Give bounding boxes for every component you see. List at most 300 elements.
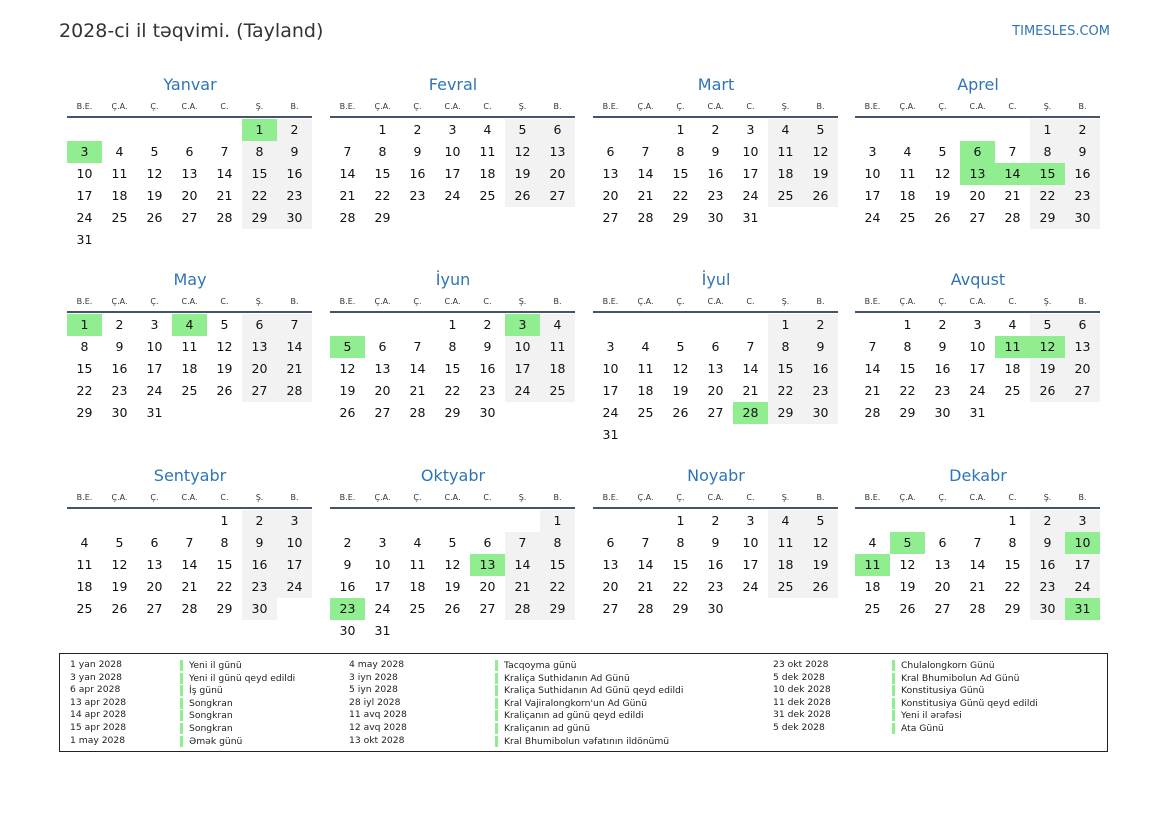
empty-day-cell <box>242 402 277 424</box>
week-row <box>855 358 1101 380</box>
header-divider <box>855 311 1100 313</box>
day-cell: 28 <box>1004 210 1021 225</box>
weekday-label: Ç. <box>938 493 947 502</box>
empty-day-cell <box>768 207 803 229</box>
empty-day-cell <box>277 402 312 424</box>
legend-item <box>349 684 755 697</box>
day-cell: 27 <box>969 210 986 225</box>
day-cell: 29 <box>672 601 689 616</box>
month-6 <box>330 270 576 424</box>
empty-day-cell <box>102 229 137 251</box>
month-12 <box>855 466 1101 620</box>
empty-day-cell <box>435 510 470 532</box>
day-cell: 24 <box>374 601 391 616</box>
weekday-label: Ç.A. <box>374 297 391 306</box>
day-cell: 14 <box>637 166 654 181</box>
day-cell: 25 <box>899 210 916 225</box>
empty-day-cell <box>540 620 575 642</box>
day-cell: 4 <box>1008 317 1017 332</box>
legend-holiday-name: Kraliçanın ad günü qeyd edildi <box>495 710 644 721</box>
weekend-day-cell: 16 <box>277 163 312 185</box>
day-cell: 20 <box>934 579 951 594</box>
day-cell: 4 <box>115 144 124 159</box>
month-name: Oktyabr <box>420 466 486 485</box>
weekend-day-cell: 4 <box>768 510 803 532</box>
week-row <box>855 510 1101 532</box>
weekend-day-cell: 6 <box>540 119 575 141</box>
weekend-day-cell: 24 <box>277 576 312 598</box>
empty-day-cell <box>995 402 1030 424</box>
legend-holiday-name: Ata Günü <box>892 723 944 734</box>
weekend-day-cell: 9 <box>1065 141 1100 163</box>
weekend-day-cell: 17 <box>1065 554 1100 576</box>
weekend-day-cell: 29 <box>1030 207 1065 229</box>
weekday-label: C.A. <box>181 297 198 306</box>
day-cell: 13 <box>707 361 724 376</box>
legend-date: 5 dek 2028 <box>773 671 825 683</box>
legend-holiday-name: Kral Bhumibolun vəfatının ildönümü <box>495 736 669 747</box>
weekday-label: Ş. <box>255 493 264 502</box>
day-cell: 4 <box>903 144 912 159</box>
empty-day-cell <box>435 620 470 642</box>
day-cell: 11 <box>479 144 496 159</box>
day-cell: 5 <box>938 144 947 159</box>
weekend-day-cell: 11 <box>540 336 575 358</box>
empty-day-cell <box>593 510 628 532</box>
day-cell: 26 <box>899 601 916 616</box>
day-cell: 1 <box>220 513 229 528</box>
week-row <box>593 554 839 576</box>
weekday-label: C.A. <box>181 102 198 111</box>
weekend-day-cell: 3 <box>277 510 312 532</box>
week-row <box>330 119 576 141</box>
week-row <box>67 576 313 598</box>
empty-day-cell <box>855 119 890 141</box>
empty-day-cell <box>1065 402 1100 424</box>
day-cell: 18 <box>864 579 881 594</box>
weekend-day-cell: 10 <box>505 336 540 358</box>
day-cell: 12 <box>146 166 163 181</box>
empty-day-cell <box>960 119 995 141</box>
day-cell: 22 <box>216 579 233 594</box>
legend-item <box>773 697 1152 710</box>
day-cell: 27 <box>181 210 198 225</box>
day-cell: 8 <box>448 339 457 354</box>
header-divider <box>593 311 838 313</box>
legend-date: 4 may 2028 <box>349 659 405 670</box>
header-divider <box>593 116 838 118</box>
day-cell: 15 <box>672 166 689 181</box>
month-name: Dekabr <box>949 466 1007 485</box>
weekday-label: B.E. <box>864 102 881 111</box>
empty-day-cell <box>172 229 207 251</box>
legend-holiday-name: Songkran <box>180 710 233 721</box>
legend-item <box>349 722 755 735</box>
legend-item <box>773 722 1152 735</box>
empty-day-cell <box>137 119 172 141</box>
day-cell: 15 <box>1004 557 1021 572</box>
weekday-header <box>330 100 576 114</box>
day-cell: 21 <box>1004 188 1021 203</box>
weekend-day-cell: 30 <box>277 207 312 229</box>
weekend-day-cell: 6 <box>1065 314 1100 336</box>
day-cell: 3 <box>868 144 877 159</box>
day-cell: 14 <box>969 557 986 572</box>
week-row <box>67 510 313 532</box>
day-cell: 21 <box>864 383 881 398</box>
month-name: Sentyabr <box>153 466 227 485</box>
day-cell: 10 <box>742 144 759 159</box>
weekend-day-cell: 11 <box>768 141 803 163</box>
week-row <box>593 380 839 402</box>
empty-day-cell <box>698 314 733 336</box>
day-cell: 19 <box>444 579 461 594</box>
day-cell: 28 <box>409 405 426 420</box>
day-cell: 27 <box>479 601 496 616</box>
weekend-day-cell: 9 <box>1030 532 1065 554</box>
legend-holiday-name: Kraliça Suthidanın Ad Günü <box>495 673 630 684</box>
day-cell: 22 <box>374 188 391 203</box>
weekend-day-cell: 22 <box>540 576 575 598</box>
day-cell: 11 <box>76 557 93 572</box>
day-cell: 9 <box>483 339 492 354</box>
day-cell: 27 <box>146 601 163 616</box>
empty-day-cell <box>400 620 435 642</box>
day-cell: 25 <box>409 601 426 616</box>
day-cell: 28 <box>216 210 233 225</box>
day-cell: 10 <box>374 557 391 572</box>
empty-day-cell <box>400 510 435 532</box>
weekend-day-cell: 18 <box>768 554 803 576</box>
legend-holiday-name: Əmək günü <box>180 736 242 747</box>
day-cell: 12 <box>672 361 689 376</box>
weekday-label: Ç.A. <box>899 493 916 502</box>
weekday-label: Ş. <box>781 493 790 502</box>
weekend-day-cell: 3 <box>1065 510 1100 532</box>
empty-day-cell <box>1030 402 1065 424</box>
day-cell: 14 <box>864 361 881 376</box>
holiday-day-cell: 4 <box>172 314 207 336</box>
weekday-label: C.A. <box>181 493 198 502</box>
weekday-label: Ş. <box>518 297 527 306</box>
day-cell: 22 <box>899 383 916 398</box>
weekday-label: B. <box>553 493 562 502</box>
header-divider <box>67 507 312 509</box>
weekend-day-cell: 7 <box>277 314 312 336</box>
month-name: Aprel <box>957 75 999 94</box>
day-cell: 14 <box>637 557 654 572</box>
weekend-day-cell: 12 <box>803 532 838 554</box>
weekday-label: B.E. <box>864 297 881 306</box>
empty-day-cell <box>470 620 505 642</box>
weekday-label: B. <box>1078 102 1087 111</box>
weekday-label: B. <box>1078 493 1087 502</box>
day-cell: 8 <box>378 144 387 159</box>
week-row <box>855 532 1101 554</box>
weekend-day-cell: 2 <box>242 510 277 532</box>
header-divider <box>67 116 312 118</box>
empty-day-cell <box>803 424 838 446</box>
empty-day-cell <box>505 510 540 532</box>
weekend-day-cell: 19 <box>1030 358 1065 380</box>
day-cell: 9 <box>938 339 947 354</box>
day-cell: 19 <box>339 383 356 398</box>
weekend-day-cell: 11 <box>768 532 803 554</box>
weekend-day-cell: 30 <box>242 598 277 620</box>
legend-date: 5 dek 2028 <box>773 721 825 733</box>
day-cell: 8 <box>903 339 912 354</box>
weekend-day-cell: 15 <box>540 554 575 576</box>
weekend-day-cell: 19 <box>803 554 838 576</box>
week-row <box>855 402 1101 424</box>
day-cell: 29 <box>672 210 689 225</box>
weekday-label: Ç.A. <box>111 297 128 306</box>
empty-day-cell <box>733 598 768 620</box>
weekday-label: Ç. <box>413 102 422 111</box>
day-cell: 17 <box>969 361 986 376</box>
week-row <box>855 380 1101 402</box>
day-cell: 31 <box>374 623 391 638</box>
day-cell: 31 <box>146 405 163 420</box>
weekend-day-cell: 30 <box>803 402 838 424</box>
day-cell: 28 <box>339 210 356 225</box>
weekday-label: Ç. <box>150 102 159 111</box>
week-row <box>67 185 313 207</box>
day-cell: 22 <box>672 188 689 203</box>
weekday-label: B. <box>290 493 299 502</box>
weekend-day-cell: 4 <box>768 119 803 141</box>
week-row <box>855 185 1101 207</box>
holiday-day-cell: 28 <box>733 402 768 424</box>
legend-holiday-name: Yeni il günü qeyd edildi <box>180 673 295 684</box>
weekday-label: Ç. <box>676 493 685 502</box>
weekend-day-cell: 17 <box>277 554 312 576</box>
weekend-day-cell: 16 <box>803 358 838 380</box>
day-cell: 30 <box>111 405 128 420</box>
weekend-day-cell: 29 <box>242 207 277 229</box>
weekend-day-cell: 17 <box>505 358 540 380</box>
day-cell: 26 <box>444 601 461 616</box>
week-row <box>593 314 839 336</box>
week-row <box>855 119 1101 141</box>
month-name: May <box>173 270 207 289</box>
day-cell: 2 <box>343 535 352 550</box>
day-cell: 30 <box>707 210 724 225</box>
day-cell: 7 <box>868 339 877 354</box>
empty-day-cell <box>925 510 960 532</box>
empty-day-cell <box>365 510 400 532</box>
empty-day-cell <box>365 314 400 336</box>
month-name: Avqust <box>950 270 1006 289</box>
legend-date: 3 iyn 2028 <box>349 671 398 683</box>
month-name: Mart <box>697 75 735 94</box>
weekday-header <box>67 491 313 505</box>
day-cell: 16 <box>339 579 356 594</box>
empty-day-cell <box>137 229 172 251</box>
day-cell: 10 <box>76 166 93 181</box>
month-name: Noyabr <box>687 466 745 485</box>
day-cell: 24 <box>146 383 163 398</box>
empty-day-cell <box>890 510 925 532</box>
legend-date: 5 iyn 2028 <box>349 684 398 696</box>
legend-item <box>349 659 755 672</box>
empty-day-cell <box>733 424 768 446</box>
header-divider <box>330 311 575 313</box>
weekend-day-cell: 29 <box>768 402 803 424</box>
day-cell: 18 <box>899 188 916 203</box>
week-row <box>593 424 839 446</box>
week-row <box>593 336 839 358</box>
legend-item <box>349 672 755 685</box>
empty-day-cell <box>803 207 838 229</box>
empty-day-cell <box>995 119 1030 141</box>
empty-day-cell <box>172 402 207 424</box>
empty-day-cell <box>330 510 365 532</box>
weekday-label: Ş. <box>255 297 264 306</box>
month-1 <box>67 75 313 251</box>
month-7 <box>593 270 839 446</box>
empty-day-cell <box>768 424 803 446</box>
day-cell: 29 <box>76 405 93 420</box>
day-cell: 3 <box>746 122 755 137</box>
legend-item <box>773 672 1152 685</box>
weekday-header <box>330 491 576 505</box>
weekend-day-cell: 7 <box>505 532 540 554</box>
week-row <box>593 576 839 598</box>
weekend-day-cell: 28 <box>277 380 312 402</box>
weekday-label: B. <box>816 102 825 111</box>
day-cell: 21 <box>409 383 426 398</box>
empty-day-cell <box>67 119 102 141</box>
day-cell: 25 <box>76 601 93 616</box>
day-cell: 12 <box>216 339 233 354</box>
weekday-label: Ş. <box>1043 493 1052 502</box>
empty-day-cell <box>470 207 505 229</box>
weekend-day-cell: 16 <box>242 554 277 576</box>
day-cell: 12 <box>111 557 128 572</box>
weekend-day-cell: 13 <box>1065 336 1100 358</box>
month-4 <box>855 75 1101 229</box>
weekend-day-cell: 21 <box>277 358 312 380</box>
site-brand-link[interactable]: TIMESLES.COM <box>1012 24 1110 39</box>
week-row <box>855 207 1101 229</box>
legend-date: 1 may 2028 <box>70 734 126 746</box>
day-cell: 2 <box>938 317 947 332</box>
day-cell: 7 <box>746 339 755 354</box>
day-cell: 27 <box>602 601 619 616</box>
weekend-day-cell: 2 <box>277 119 312 141</box>
weekday-label: B.E. <box>339 493 356 502</box>
week-row <box>67 532 313 554</box>
weekday-label: B.E. <box>339 102 356 111</box>
day-cell: 12 <box>444 557 461 572</box>
day-cell: 30 <box>934 405 951 420</box>
day-cell: 16 <box>409 166 426 181</box>
legend-date: 11 avq 2028 <box>349 709 407 721</box>
empty-day-cell <box>505 620 540 642</box>
weekday-header <box>67 100 313 114</box>
day-cell: 17 <box>742 166 759 181</box>
day-cell: 27 <box>602 210 619 225</box>
weekend-day-cell: 9 <box>277 141 312 163</box>
empty-day-cell <box>540 207 575 229</box>
weekend-day-cell: 1 <box>768 314 803 336</box>
week-row <box>67 314 313 336</box>
day-cell: 21 <box>637 188 654 203</box>
day-cell: 24 <box>742 188 759 203</box>
day-cell: 22 <box>76 383 93 398</box>
day-cell: 29 <box>1004 601 1021 616</box>
weekday-label: Ş. <box>518 493 527 502</box>
weekend-day-cell: 30 <box>1065 207 1100 229</box>
legend-date: 11 dek 2028 <box>773 696 831 708</box>
day-cell: 16 <box>707 557 724 572</box>
weekend-day-cell: 14 <box>277 336 312 358</box>
weekday-label: Ç.A. <box>374 102 391 111</box>
empty-day-cell <box>207 229 242 251</box>
weekday-label: C.A. <box>707 493 724 502</box>
empty-day-cell <box>593 314 628 336</box>
day-cell: 31 <box>969 405 986 420</box>
week-row <box>330 163 576 185</box>
day-cell: 18 <box>1004 361 1021 376</box>
day-cell: 4 <box>80 535 89 550</box>
day-cell: 17 <box>864 188 881 203</box>
empty-day-cell <box>207 119 242 141</box>
week-row <box>330 598 576 620</box>
legend-holiday-name: Yeni il günü <box>180 660 242 671</box>
day-cell: 10 <box>742 535 759 550</box>
legend-date: 23 okt 2028 <box>773 659 829 670</box>
weekday-header <box>593 491 839 505</box>
weekend-day-cell: 8 <box>540 532 575 554</box>
day-cell: 30 <box>707 601 724 616</box>
weekend-day-cell: 24 <box>505 380 540 402</box>
holiday-day-cell: 15 <box>1030 163 1065 185</box>
day-cell: 26 <box>339 405 356 420</box>
empty-day-cell <box>330 119 365 141</box>
day-cell: 17 <box>742 557 759 572</box>
legend-holiday-name: Kral Bhumibolun Ad Günü <box>892 673 1019 684</box>
legend-date: 13 apr 2028 <box>70 696 127 708</box>
legend-holiday-name: Konstitusiya Günü <box>892 685 984 696</box>
weekend-day-cell: 26 <box>803 185 838 207</box>
weekday-header <box>593 295 839 309</box>
holiday-day-cell: 11 <box>855 554 890 576</box>
day-cell: 24 <box>602 405 619 420</box>
weekday-label: C.A. <box>969 493 986 502</box>
day-cell: 24 <box>742 579 759 594</box>
empty-day-cell <box>593 119 628 141</box>
day-cell: 21 <box>742 383 759 398</box>
empty-day-cell <box>960 510 995 532</box>
weekend-day-cell: 5 <box>505 119 540 141</box>
day-cell: 12 <box>899 557 916 572</box>
legend-date: 12 avq 2028 <box>349 721 407 733</box>
empty-day-cell <box>540 402 575 424</box>
legend-date: 14 apr 2028 <box>70 709 127 721</box>
day-cell: 3 <box>746 513 755 528</box>
weekend-day-cell: 9 <box>242 532 277 554</box>
month-name: İyul <box>701 270 731 289</box>
weekend-day-cell: 21 <box>505 576 540 598</box>
weekday-label: Ç. <box>413 297 422 306</box>
weekday-label: C. <box>483 102 492 111</box>
day-cell: 1 <box>676 122 685 137</box>
day-cell: 29 <box>899 405 916 420</box>
week-row <box>593 402 839 424</box>
day-cell: 7 <box>641 144 650 159</box>
